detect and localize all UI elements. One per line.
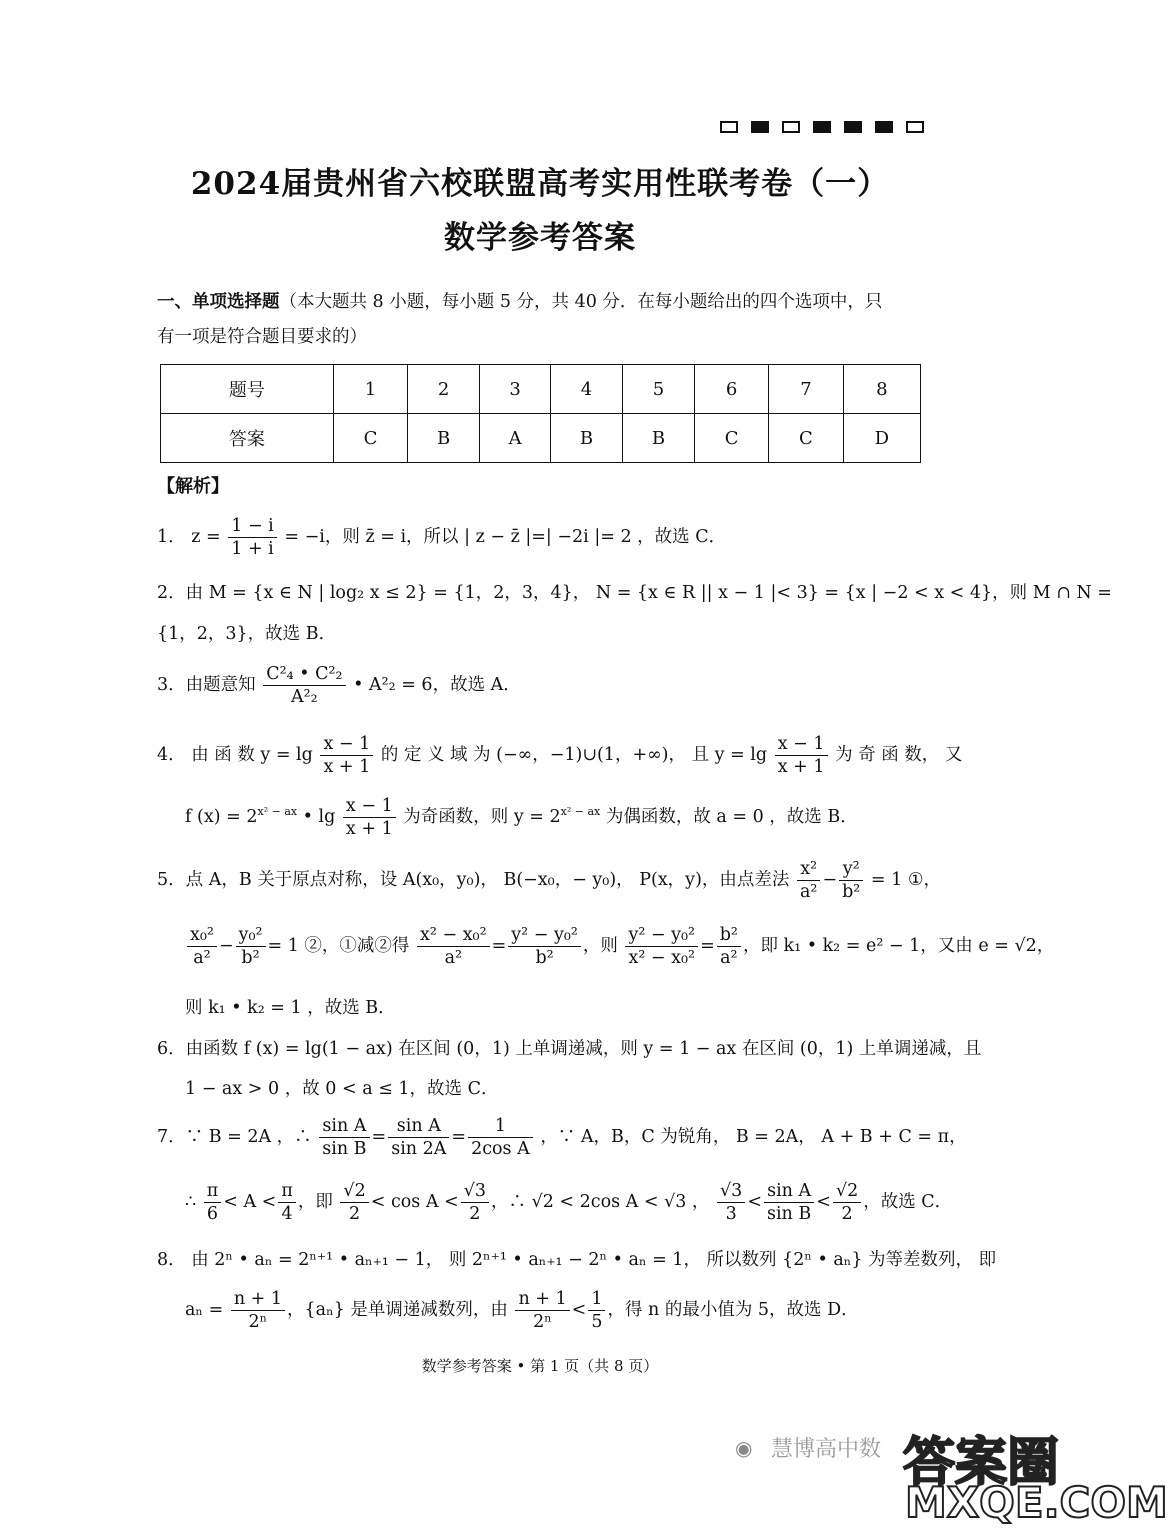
fraction [625,924,698,969]
solution-text: ，{aₙ} 是单调递减数列，由 [287,1300,508,1320]
math-text: = [700,936,715,956]
numerator: C²₄ • C²₂ [263,663,345,686]
section-heading: 一、单项选择题 [157,292,280,312]
denominator: 2ⁿ [533,1312,552,1332]
math-text: z̄ = i [365,527,407,547]
math-text: = −i [284,527,325,547]
math-text: − [218,936,234,956]
math-text: • lg [297,807,336,827]
denominator: 2 [469,1204,481,1224]
numerator: π [278,1180,296,1203]
solution-text: 为 奇 函 数， 又 [835,745,963,765]
solution-2-line-2: {1，2，3}，故选 B． [157,624,337,644]
section-desc-2: 有一项是符合题目要求的） [157,327,367,347]
fraction [228,515,277,560]
denominator: x + 1 [777,757,825,777]
solution-text: ，即 [297,1192,333,1212]
solution-2-line-1: 2．由 M = {x ∈ N | log₂ x ≤ 2} = {1，2，3，4}， N = {x ∈ R || x − 1 |< 3} = {x | −2 < x < 4}，则 M ∩ N = [157,583,1112,603]
denominator: sin B [322,1139,367,1159]
question-number: 7 [769,365,843,414]
watermark-account: 慧博高中数 [771,1437,882,1462]
solution-text: 为偶函数，故 a = 0 ，故选 B． [600,807,858,827]
fraction [833,1180,861,1225]
solution-1 [157,515,726,560]
table-row [161,365,921,414]
numerator: x − 1 [775,733,828,756]
question-number: 3 [480,365,551,414]
numerator: y² [839,858,863,881]
denominator: 1 + i [231,539,274,559]
solution-text: ，则 [582,936,618,956]
question-number: 6 [694,365,768,414]
solution-8-line-2 [185,1288,859,1333]
denominator: 4 [281,1204,293,1224]
answer-cell: C [694,414,768,463]
numerator: sin A [764,1180,814,1203]
denominator: a² [799,882,818,902]
math-text: = [491,936,507,956]
watermark-logo-text: 答案圈 [903,1433,1060,1493]
code-mark [813,121,831,133]
solution-text: ，所以 | z − z̄ |=| −2i |= 2 ，故选 C． [406,527,727,547]
numerator: π [204,1180,222,1203]
numerator: √3 [461,1180,489,1203]
section-desc-1: （本大题共 8 小题，每小题 5 分，共 40 分．在每小题给出的四个选项中，只 [279,292,883,312]
watermark [735,1418,1168,1528]
numerator: x − 1 [343,795,396,818]
math-text: = [371,1127,387,1147]
row-label: 题号 [161,365,334,414]
exponent: x² − ax [560,805,601,819]
page-code-marks [720,121,924,133]
row-label: 答案 [161,414,334,463]
denominator: x² − x₀² [628,948,696,968]
answer-cell: D [843,414,920,463]
answer-cell: B [622,414,694,463]
document-title: 2024届贵州省六校联盟高考实用性联考卷（一） [190,166,890,202]
question-number: 1 [333,365,407,414]
math-text: z = [191,527,221,547]
fraction [797,858,820,903]
numerator: y² − y₀² [625,924,698,947]
question-number: 5 [622,365,694,414]
numerator: y₀² [236,924,266,947]
fraction [508,924,581,969]
solution-text: ∴ [185,1192,197,1212]
solution-text: ，则 [324,527,360,547]
fraction [388,1115,449,1160]
numerator: √3 [717,1180,745,1203]
math-text: = [451,1127,467,1147]
denominator: sin B [766,1204,812,1224]
answer-cell: A [480,414,551,463]
page-footer: 数学参考答案 • 第 1 页（共 8 页） [421,1357,659,1375]
solution-text: 为奇函数，则 y = 2 [403,807,561,827]
denominator: 2 [841,1204,853,1224]
question-number: 2 [408,365,480,414]
fraction [236,924,266,969]
analysis-heading: 【解析】 [157,476,229,497]
fraction [468,1115,533,1160]
fraction [775,733,828,778]
denominator: 2 [349,1204,361,1224]
denominator: 2ⁿ [248,1312,268,1332]
table-row [161,414,921,463]
numerator: √2 [833,1180,861,1203]
math-text: < cos A < [370,1192,459,1212]
denominator: b² [535,948,554,968]
numerator: sin A [388,1115,449,1138]
code-mark [751,121,769,133]
solution-8-line-1: 8． 由 2ⁿ • aₙ = 2ⁿ⁺¹ • aₙ₊₁ − 1， 则 2ⁿ⁺¹ • aₙ₊₁ − 2ⁿ • aₙ = 1， 所以数列 {2ⁿ • aₙ} 为等差数列， 即 [157,1250,997,1270]
answer-cell: B [408,414,480,463]
numerator: sin A [319,1115,369,1138]
numerator: x − 1 [320,733,373,756]
numerator: b² [717,924,741,947]
fraction [263,663,345,708]
watermark-url: MXQE.COM [905,1478,1168,1527]
solution-number: 1． [157,527,186,547]
question-number: 4 [551,365,623,414]
solution-6-line-1: 6．由函数 f (x) = lg(1 − ax) 在区间 (0，1) 上单调递减，则 y = 1 − ax 在区间 (0，1) 上单调递减，且 [157,1039,982,1059]
fraction [417,924,490,969]
fraction [204,1180,222,1225]
solution-text: 7．∵ B = 2A ，∴ [157,1127,312,1147]
answer-table [160,364,921,463]
solution-4-line-2 [185,795,858,840]
code-mark [875,121,893,133]
math-text: − [822,870,838,890]
solution-text: ，得 n 的最小值为 5，故选 D． [607,1300,859,1320]
denominator: 6 [206,1204,219,1224]
solution-text: • A²₂ = 6，故选 A． [353,675,521,695]
denominator: A²₂ [291,687,318,707]
answer-cell: C [333,414,407,463]
solution-7-line-2 [185,1180,952,1225]
fraction [588,1288,605,1333]
code-mark [782,121,800,133]
solution-4-line-1 [157,733,962,778]
numerator: x² − x₀² [417,924,490,947]
code-mark [844,121,862,133]
wechat-icon: ◉ [735,1436,753,1460]
section-intro [157,285,927,355]
denominator: sin 2A [391,1139,447,1159]
numerator: n + 1 [231,1288,285,1311]
solution-5-line-2 [185,924,1054,969]
denominator: a² [720,948,738,968]
question-number: 8 [843,365,920,414]
solution-text: = 1 ②，①减②得 [267,936,410,956]
solution-text: ，∵ A，B，C 为锐角， B = 2A， A + B + C = π， [540,1127,967,1147]
numerator: 1 [588,1288,605,1311]
denominator: b² [241,948,260,968]
numerator: 1 − i [228,515,277,538]
solution-6-line-2: 1 − ax > 0 ，故 0 < a ≤ 1，故选 C． [185,1079,499,1099]
fraction [343,795,396,840]
solution-5-line-3: 则 k₁ • k₂ = 1 ，故选 B． [185,998,396,1018]
math-text: f (x) = 2 [185,807,258,827]
numerator: x² [797,858,820,881]
fraction [340,1180,368,1225]
numerator: x₀² [187,924,217,947]
numerator: 1 [468,1115,533,1138]
denominator: b² [842,882,861,902]
math-text: < [747,1192,762,1212]
solution-3 [157,663,521,708]
math-text: < [816,1192,831,1212]
fraction [515,1288,569,1333]
fraction [187,924,217,969]
denominator: x + 1 [323,757,371,777]
denominator: 5 [591,1312,603,1332]
solution-text: = 1 ①， [870,870,942,890]
fraction [717,924,741,969]
fraction [764,1180,814,1225]
fraction [717,1180,745,1225]
solution-text: ，∴ √2 < 2cos A < √3 ， [491,1192,710,1212]
fraction [278,1180,296,1225]
solution-text: 4． 由 函 数 y = lg [157,745,313,765]
fraction [231,1288,285,1333]
solution-5-line-1 [157,858,941,903]
denominator: 2cos A [471,1139,530,1159]
denominator: a² [444,948,463,968]
answer-cell: B [551,414,623,463]
answer-cell: C [769,414,843,463]
denominator: x + 1 [345,819,393,839]
fraction [461,1180,489,1225]
solution-text: 5．点 A，B 关于原点对称，设 A(x₀，y₀)， B(−x₀，− y₀)， P(x，y)，由点差法 [157,870,790,890]
document-subtitle: 数学参考答案 [444,220,636,256]
numerator: √2 [340,1180,368,1203]
fraction [319,1115,369,1160]
fraction [839,858,863,903]
solution-text: ，故选 C． [863,1192,953,1212]
exponent: x² − ax [257,805,298,819]
solution-text: 3．由题意知 [157,675,256,695]
solution-7-line-1 [157,1115,967,1160]
solution-text: 的 定 义 域 为 (−∞，−1)∪(1，+∞)， 且 y = lg [380,745,768,765]
denominator: a² [193,948,211,968]
code-mark [906,121,924,133]
fraction [320,733,373,778]
numerator: y² − y₀² [508,924,581,947]
math-text: < [571,1300,587,1320]
math-text: aₙ = [185,1300,224,1320]
math-text: < A < [223,1192,277,1212]
solution-text: ，即 k₁ • k₂ = e² − 1，又由 e = √2， [742,936,1055,956]
numerator: n + 1 [515,1288,569,1311]
denominator: 3 [725,1204,737,1224]
code-mark [720,121,738,133]
